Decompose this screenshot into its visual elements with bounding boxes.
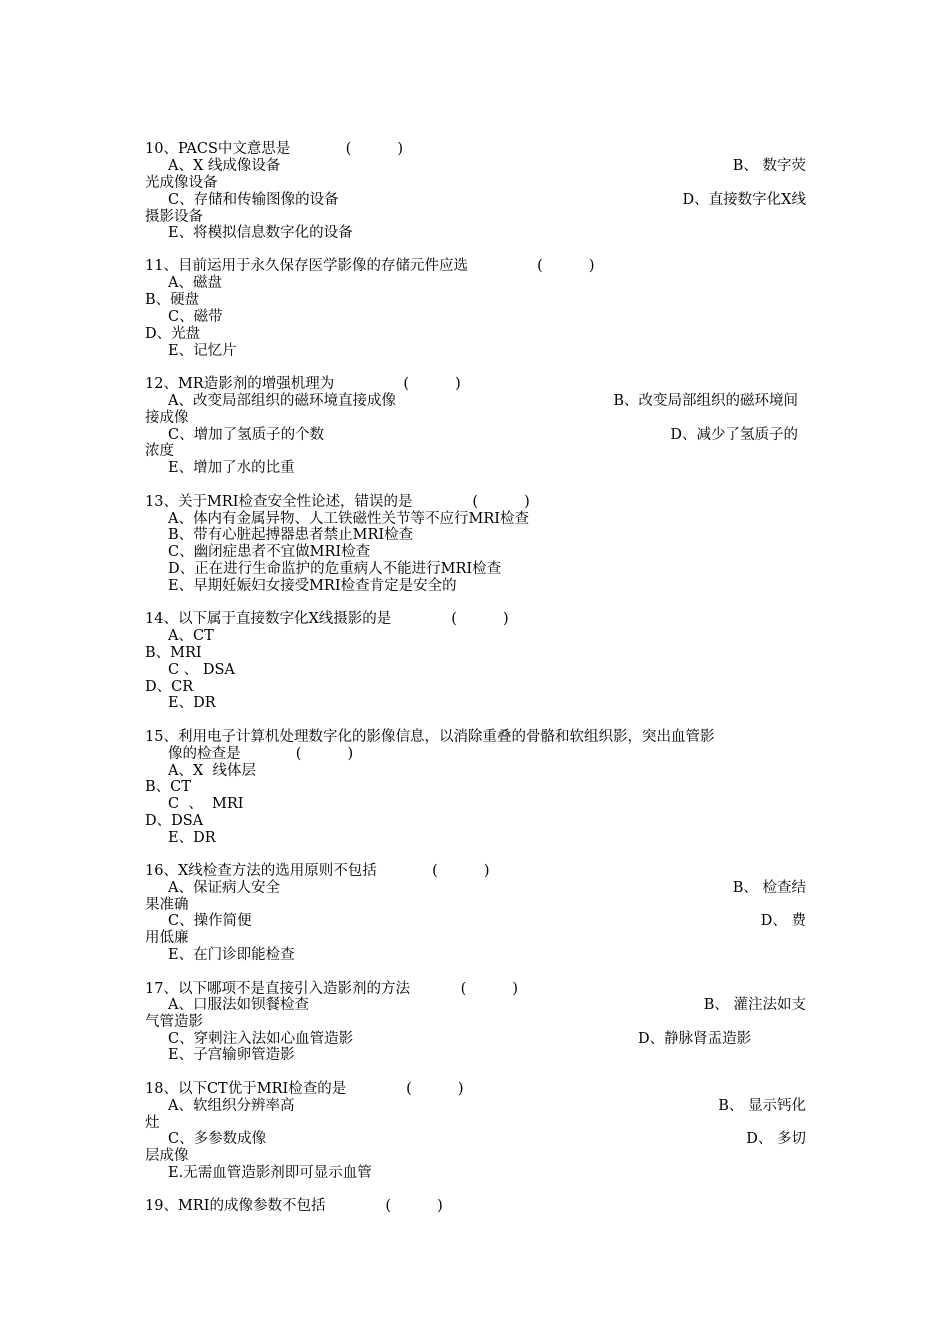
option-c: C、磁带 bbox=[168, 309, 223, 325]
option-d: D、光盘 bbox=[145, 326, 201, 342]
option-e: E、DR bbox=[168, 695, 216, 711]
question-stem: 12、MR造影剂的增强机理为 ( ) bbox=[145, 376, 461, 392]
option-b-wrap: 接成像 bbox=[145, 410, 189, 426]
option-e: E、将模拟信息数字化的设备 bbox=[168, 225, 353, 241]
question-stem: 19、MRI的成像参数不包括 ( ) bbox=[145, 1198, 443, 1214]
option-a: A、磁盘 bbox=[168, 275, 222, 291]
question-stem-wrap: 像的检查是 ( ) bbox=[168, 746, 354, 762]
option-b: B、CT bbox=[145, 779, 191, 795]
option-a: A、X 线成像设备 bbox=[168, 158, 281, 174]
question-stem: 18、以下CT优于MRI检查的是 ( ) bbox=[145, 1081, 464, 1097]
option-b-wrap: 灶 bbox=[145, 1115, 160, 1131]
option-b-wrap: 果准确 bbox=[145, 897, 189, 913]
option-a: A、X 线体层 bbox=[168, 763, 257, 779]
option-a: A、保证病人安全 bbox=[168, 880, 280, 896]
option-b-wrap: 光成像设备 bbox=[145, 175, 218, 191]
option-d: D、 费 bbox=[760, 913, 806, 929]
option-c: C、操作简便 bbox=[168, 913, 252, 929]
option-d-wrap: 用低廉 bbox=[145, 930, 189, 946]
option-b: B、 检查结 bbox=[732, 880, 806, 896]
option-d-wrap: 摄影设备 bbox=[145, 209, 203, 225]
option-d-wrap: 层成像 bbox=[145, 1148, 189, 1164]
option-a: A、口服法如钡餐检查 bbox=[168, 997, 309, 1013]
option-e: E、记忆片 bbox=[168, 343, 237, 359]
option-c: C 、 DSA bbox=[168, 662, 235, 678]
option-b: B、MRI bbox=[145, 645, 202, 661]
option-c: C、幽闭症患者不宜做MRI检查 bbox=[168, 544, 371, 560]
option-e: E.无需血管造影剂即可显示血管 bbox=[168, 1165, 372, 1181]
question-stem: 13、关于MRI检查安全性论述，错误的是 ( ) bbox=[145, 494, 530, 510]
question-stem: 16、X线检查方法的选用原则不包括 ( ) bbox=[145, 863, 490, 879]
option-b-wrap: 气管造影 bbox=[145, 1014, 203, 1030]
option-d-wrap: 浓度 bbox=[145, 443, 174, 459]
option-c: C、多参数成像 bbox=[168, 1131, 267, 1147]
option-d: D、DSA bbox=[145, 813, 204, 829]
option-b: B、 显示钙化 bbox=[718, 1098, 806, 1114]
option-d: D、直接数字化X线 bbox=[682, 192, 806, 208]
option-c: C、穿刺注入法如心血管造影 bbox=[168, 1031, 354, 1047]
option-a: A、体内有金属异物、人工铁磁性关节等不应行MRI检查 bbox=[168, 511, 529, 527]
option-a: A、CT bbox=[168, 628, 214, 644]
question-stem: 10、PACS中文意思是 ( ) bbox=[145, 141, 404, 157]
option-d: D、静脉肾盂造影 bbox=[638, 1031, 752, 1047]
option-e: E、早期妊娠妇女接受MRI检查肯定是安全的 bbox=[168, 578, 457, 594]
option-c: C、增加了氢质子的个数 bbox=[168, 427, 325, 443]
option-b: B、硬盘 bbox=[145, 292, 200, 308]
question-stem: 11、目前运用于永久保存医学影像的存储元件应选 ( ) bbox=[145, 258, 595, 274]
option-b: B、带有心脏起搏器患者禁止MRI检查 bbox=[168, 527, 414, 543]
option-d: D、CR bbox=[145, 679, 194, 695]
question-stem: 17、以下哪项不是直接引入造影剂的方法 ( ) bbox=[145, 981, 519, 997]
option-e: E、子宫输卵管造影 bbox=[168, 1047, 295, 1063]
option-e: E、DR bbox=[168, 830, 216, 846]
option-c: C 、 MRI bbox=[168, 796, 244, 812]
option-a: A、改变局部组织的磁环境直接成像 bbox=[168, 393, 396, 409]
option-b: B、改变局部组织的磁环境间 bbox=[613, 393, 798, 409]
question-stem: 14、以下属于直接数字化X线摄影的是 ( ) bbox=[145, 611, 509, 627]
option-d: D、正在进行生命监护的危重病人不能进行MRI检查 bbox=[168, 561, 502, 577]
option-c: C、存储和传输图像的设备 bbox=[168, 192, 339, 208]
option-d: D、减少了氢质子的 bbox=[670, 427, 798, 443]
option-b: B、 灌注法如支 bbox=[703, 997, 806, 1013]
option-e: E、增加了水的比重 bbox=[168, 460, 295, 476]
option-e: E、在门诊即能检查 bbox=[168, 947, 295, 963]
option-d: D、 多切 bbox=[746, 1131, 806, 1147]
question-stem: 15、利用电子计算机处理数字化的影像信息，以消除重叠的骨骼和软组织影，突出血管影 bbox=[145, 729, 715, 745]
option-a: A、软组织分辨率高 bbox=[168, 1098, 295, 1114]
option-b: B、 数字荧 bbox=[732, 158, 806, 174]
